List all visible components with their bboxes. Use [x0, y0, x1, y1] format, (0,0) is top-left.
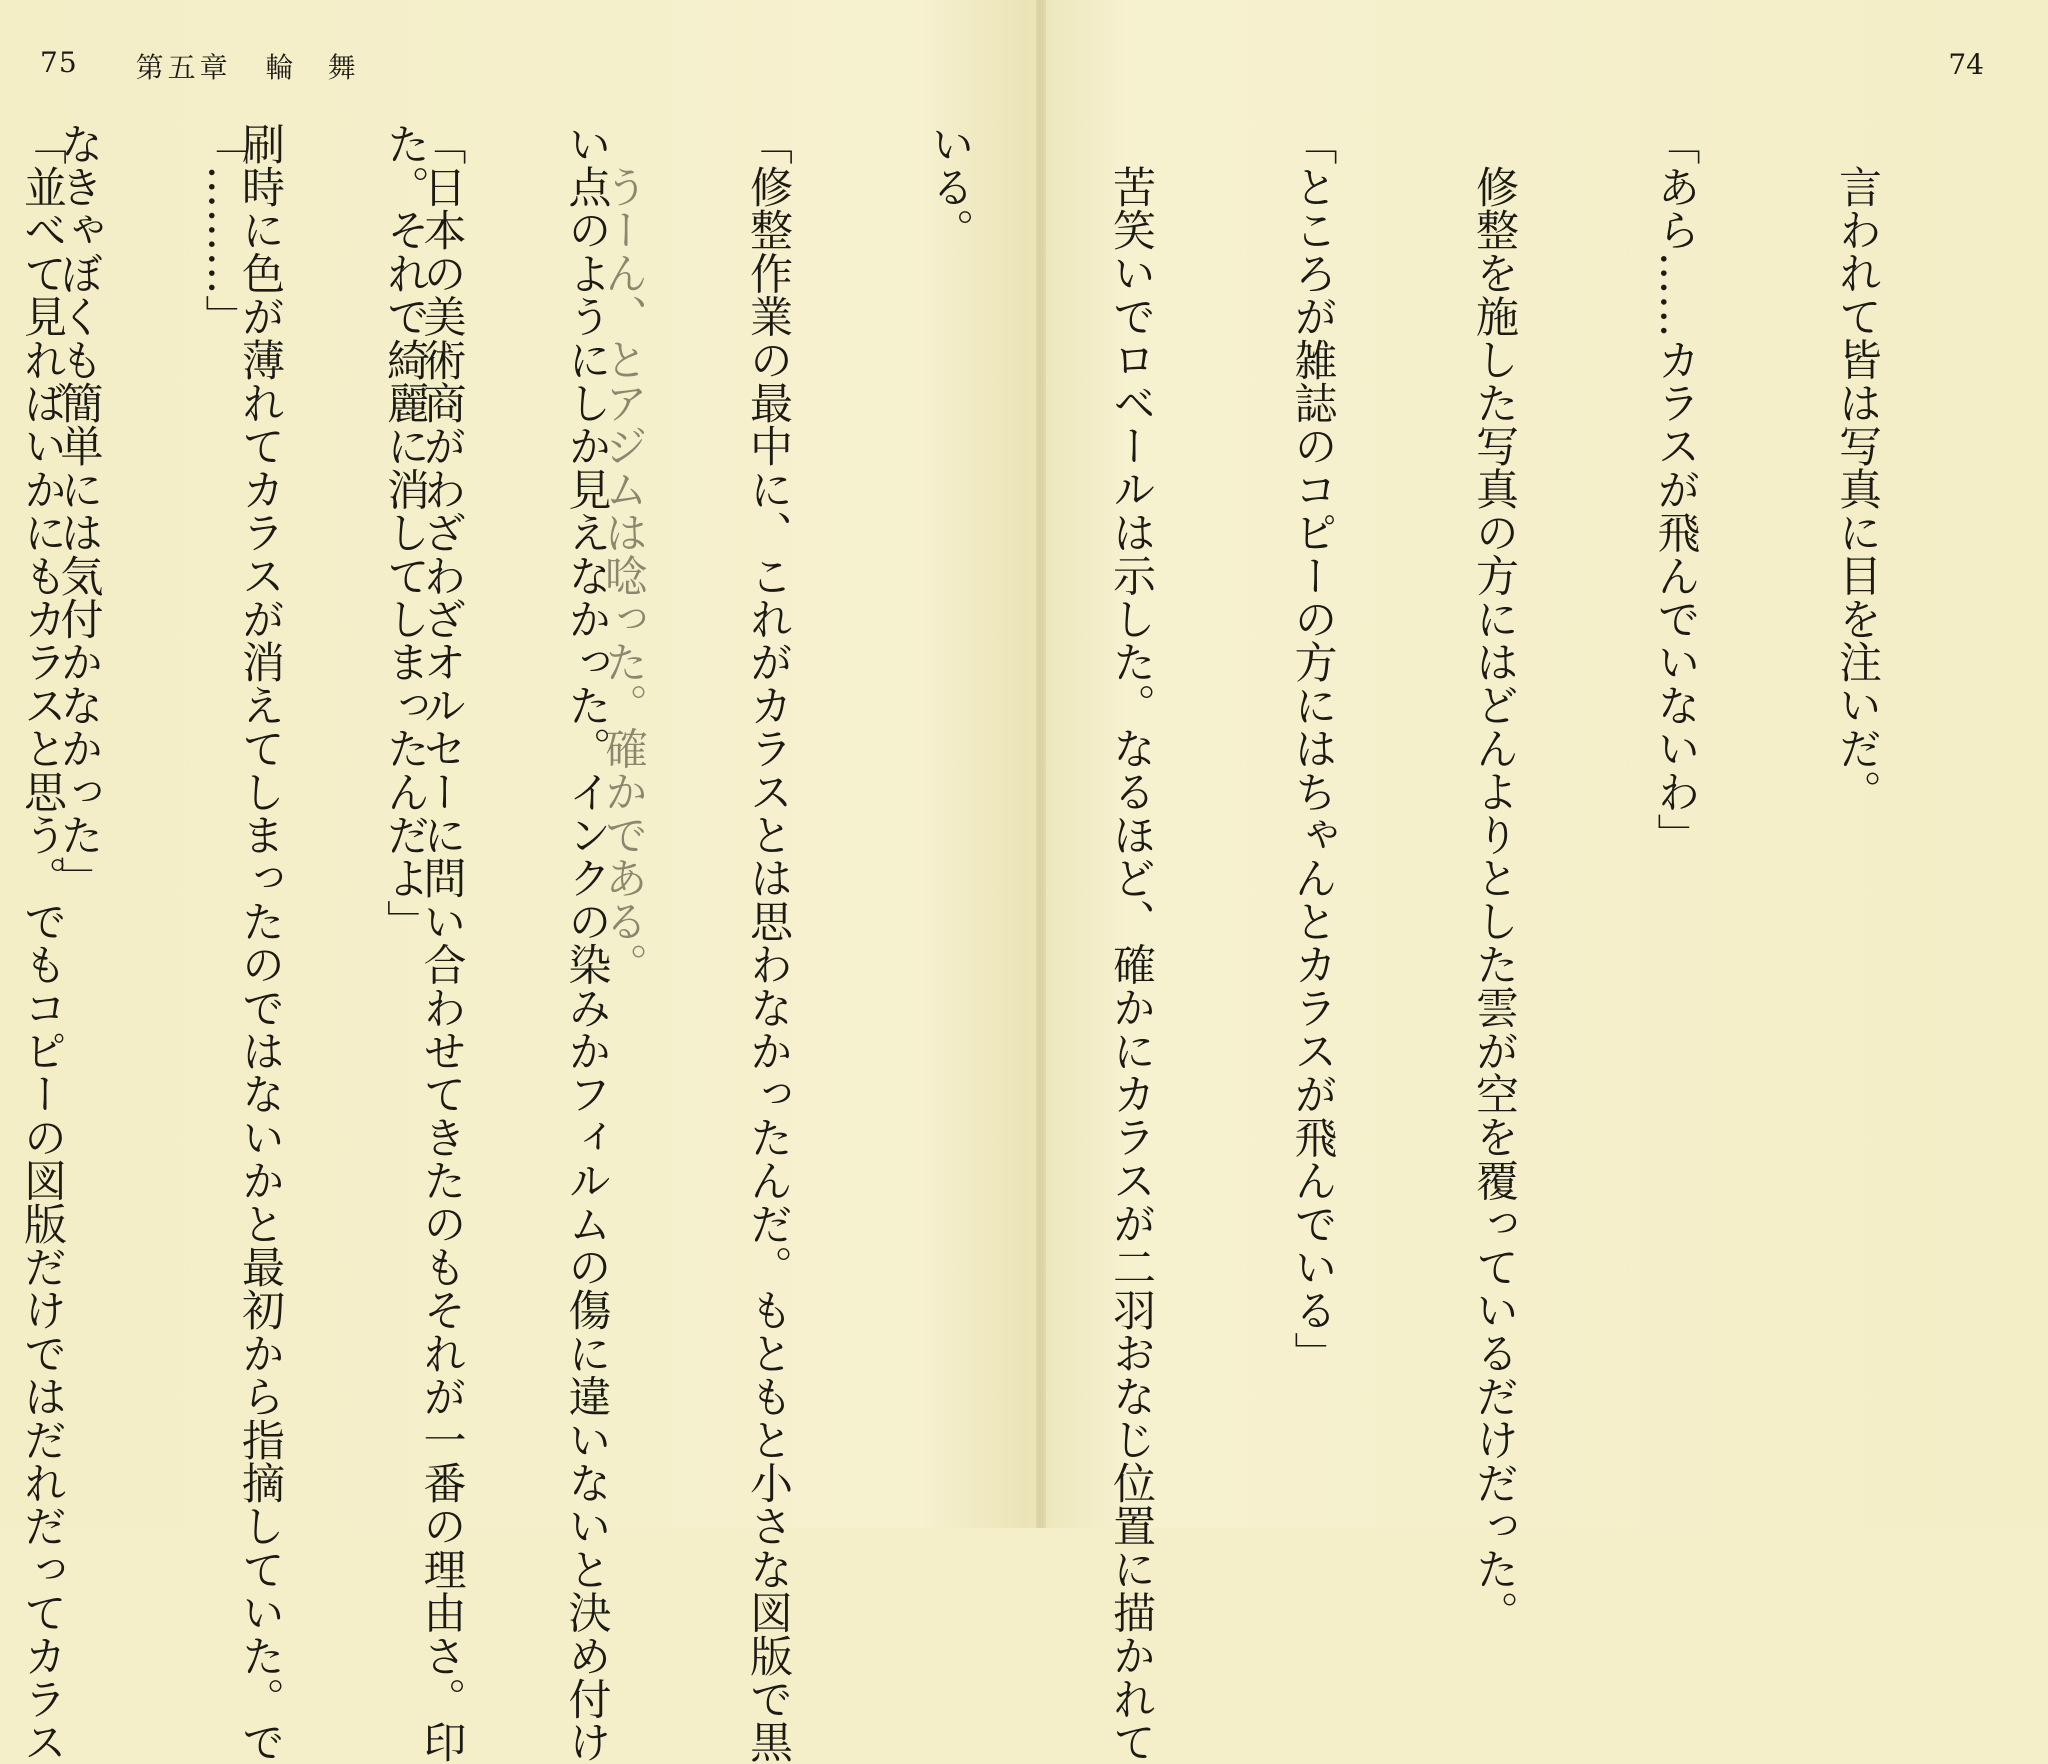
- text-line: 修整を施した写真の方にはどんよりとした雲が空を覆っているだけだった。: [1469, 165, 1519, 1634]
- text-line: なきゃぼくも簡単には気付かなかった」: [53, 122, 104, 900]
- chapter-label: 第五章: [135, 51, 232, 84]
- text-line: いる。: [924, 122, 975, 252]
- chapter-title: 輪舞: [265, 51, 390, 84]
- text-line: 「修整作業の最中に、これがカラスとは思わなかったんだ。もともと小さな図版で黒: [743, 122, 793, 1764]
- text-line: 「ところが雑誌のコピーの方にはちゃんとカラスが飛んでいる」: [1287, 122, 1338, 1375]
- text-line: 「日本の美術商がわざわざオルセーに問い合わせてきたのもそれが一番の理由さ。印: [416, 122, 467, 1764]
- text-line: 言われて皆は写真に目を注いだ。: [1832, 165, 1882, 813]
- text-line: うーん、とアジムは唸った。確かである。: [598, 165, 648, 986]
- text-line: た。それで綺麗に消してしまったんだよ」: [380, 122, 430, 943]
- text-line: 「並べて見ればいかにもカラスと思う。でもコピーの図版だけではだれだってカラス: [17, 122, 67, 1764]
- text-line: 「………」: [198, 122, 249, 338]
- page-number-left: 75: [40, 46, 78, 79]
- text-line: 「あら……カラスが飛んでいないわ」: [1650, 122, 1701, 857]
- running-header: [40, 46, 390, 86]
- text-line: 苦笑いでロベールは示した。なるほど、確かにカラスが二羽おなじ位置に描かれて: [1106, 165, 1156, 1764]
- text-line: 刷時に色が薄れてカラスが消えてしまったのではないかと最初から指摘していた。で: [235, 122, 285, 1764]
- page-number-right: 74: [1948, 48, 1984, 81]
- text-line: い点のようにしか見えなかった。インクの染みかフィルムの傷に違いないと決め付け: [561, 122, 612, 1764]
